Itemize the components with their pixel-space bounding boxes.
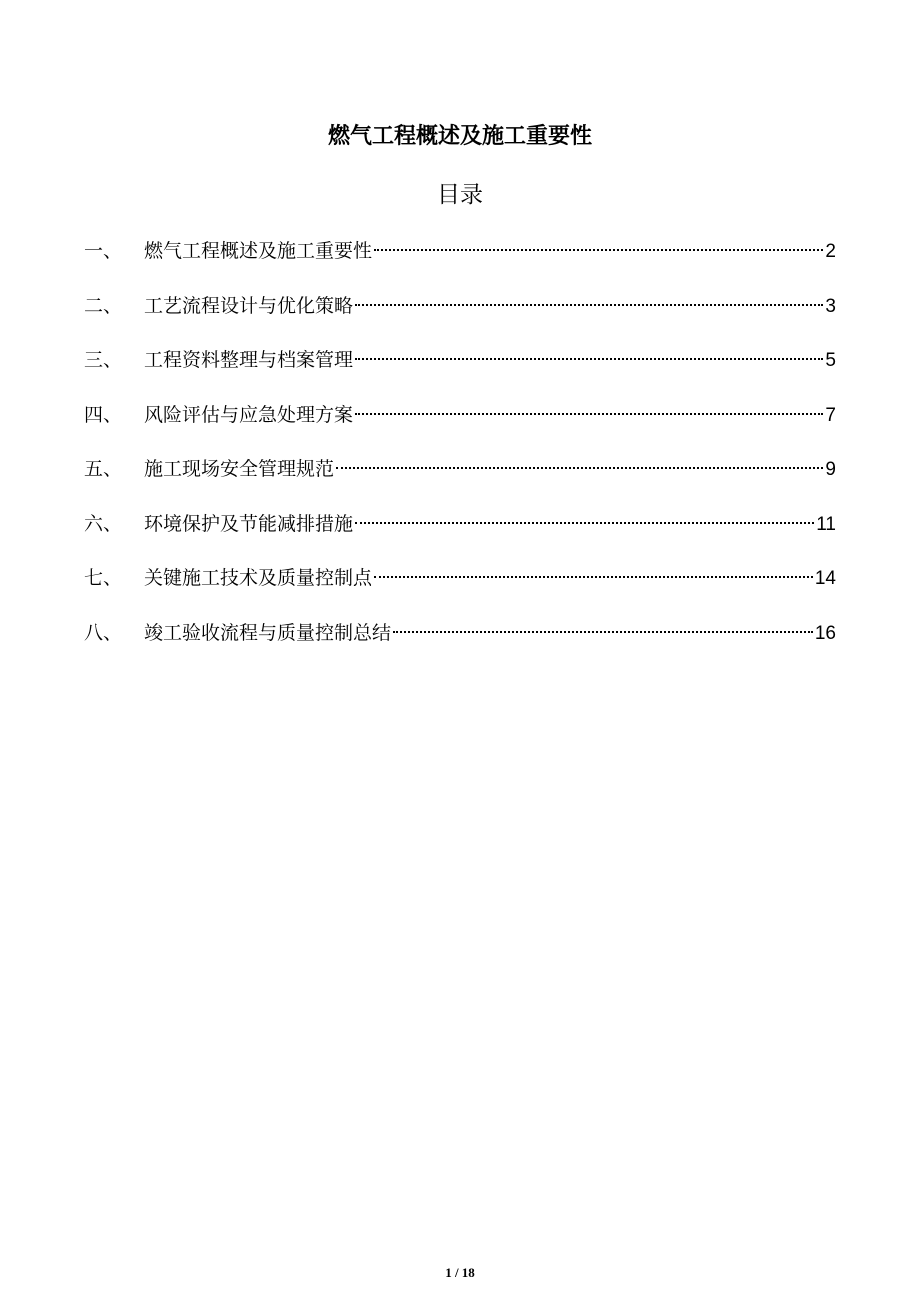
toc-entry-page: 3 bbox=[825, 295, 836, 317]
toc-entry-title: 工艺流程设计与优化策略 bbox=[144, 294, 354, 317]
toc-dot-leader bbox=[374, 249, 823, 251]
toc-entry-page: 5 bbox=[825, 350, 836, 371]
toc-entry-page: 7 bbox=[825, 404, 836, 426]
toc-entry-number: 五、 bbox=[84, 458, 123, 480]
toc-entry-title: 燃气工程概述及施工重要性 bbox=[144, 240, 373, 262]
toc-entry-title: 关键施工技术及质量控制点 bbox=[144, 567, 373, 589]
toc-dot-leader bbox=[393, 631, 813, 633]
table-of-contents bbox=[84, 234, 836, 670]
toc-entry-title: 工程资料整理与档案管理 bbox=[144, 349, 354, 371]
toc-entry-title: 风险评估与应急处理方案 bbox=[144, 403, 354, 426]
toc-entry-6[interactable] bbox=[84, 507, 836, 562]
toc-entry-number: 二、 bbox=[84, 294, 123, 317]
toc-entry-page: 11 bbox=[816, 513, 836, 535]
toc-entry-number: 四、 bbox=[84, 403, 123, 426]
toc-entry-4[interactable] bbox=[84, 398, 836, 453]
toc-entry-8[interactable] bbox=[84, 616, 836, 671]
toc-entry-title: 竣工验收流程与质量控制总结 bbox=[144, 621, 392, 644]
toc-entry-number: 六、 bbox=[84, 512, 123, 535]
toc-entry-3[interactable] bbox=[84, 343, 836, 398]
toc-entry-page: 2 bbox=[825, 241, 836, 262]
toc-entry-page: 14 bbox=[814, 568, 836, 589]
toc-dot-leader bbox=[355, 304, 823, 306]
page-number-footer: 1 / 18 bbox=[445, 1265, 475, 1280]
toc-dot-leader bbox=[355, 522, 814, 524]
toc-entry-title: 环境保护及节能减排措施 bbox=[144, 512, 354, 535]
toc-dot-leader bbox=[336, 467, 823, 469]
toc-dot-leader bbox=[374, 576, 813, 578]
toc-entry-title: 施工现场安全管理规范 bbox=[144, 458, 335, 480]
toc-dot-leader bbox=[355, 413, 823, 415]
toc-entry-5[interactable] bbox=[84, 452, 836, 507]
toc-heading: 目录 bbox=[437, 182, 483, 208]
toc-entry-number: 七、 bbox=[84, 567, 123, 589]
toc-entry-2[interactable] bbox=[84, 289, 836, 344]
toc-entry-7[interactable] bbox=[84, 561, 836, 616]
toc-entry-number: 一、 bbox=[84, 240, 123, 262]
toc-dot-leader bbox=[355, 358, 823, 360]
document-title: 燃气工程概述及施工重要性 bbox=[327, 124, 592, 149]
toc-entry-1[interactable] bbox=[84, 234, 836, 289]
toc-entry-number: 八、 bbox=[84, 621, 123, 644]
toc-entry-page: 16 bbox=[814, 622, 836, 644]
toc-entry-number: 三、 bbox=[84, 349, 123, 371]
toc-entry-page: 9 bbox=[825, 459, 836, 480]
